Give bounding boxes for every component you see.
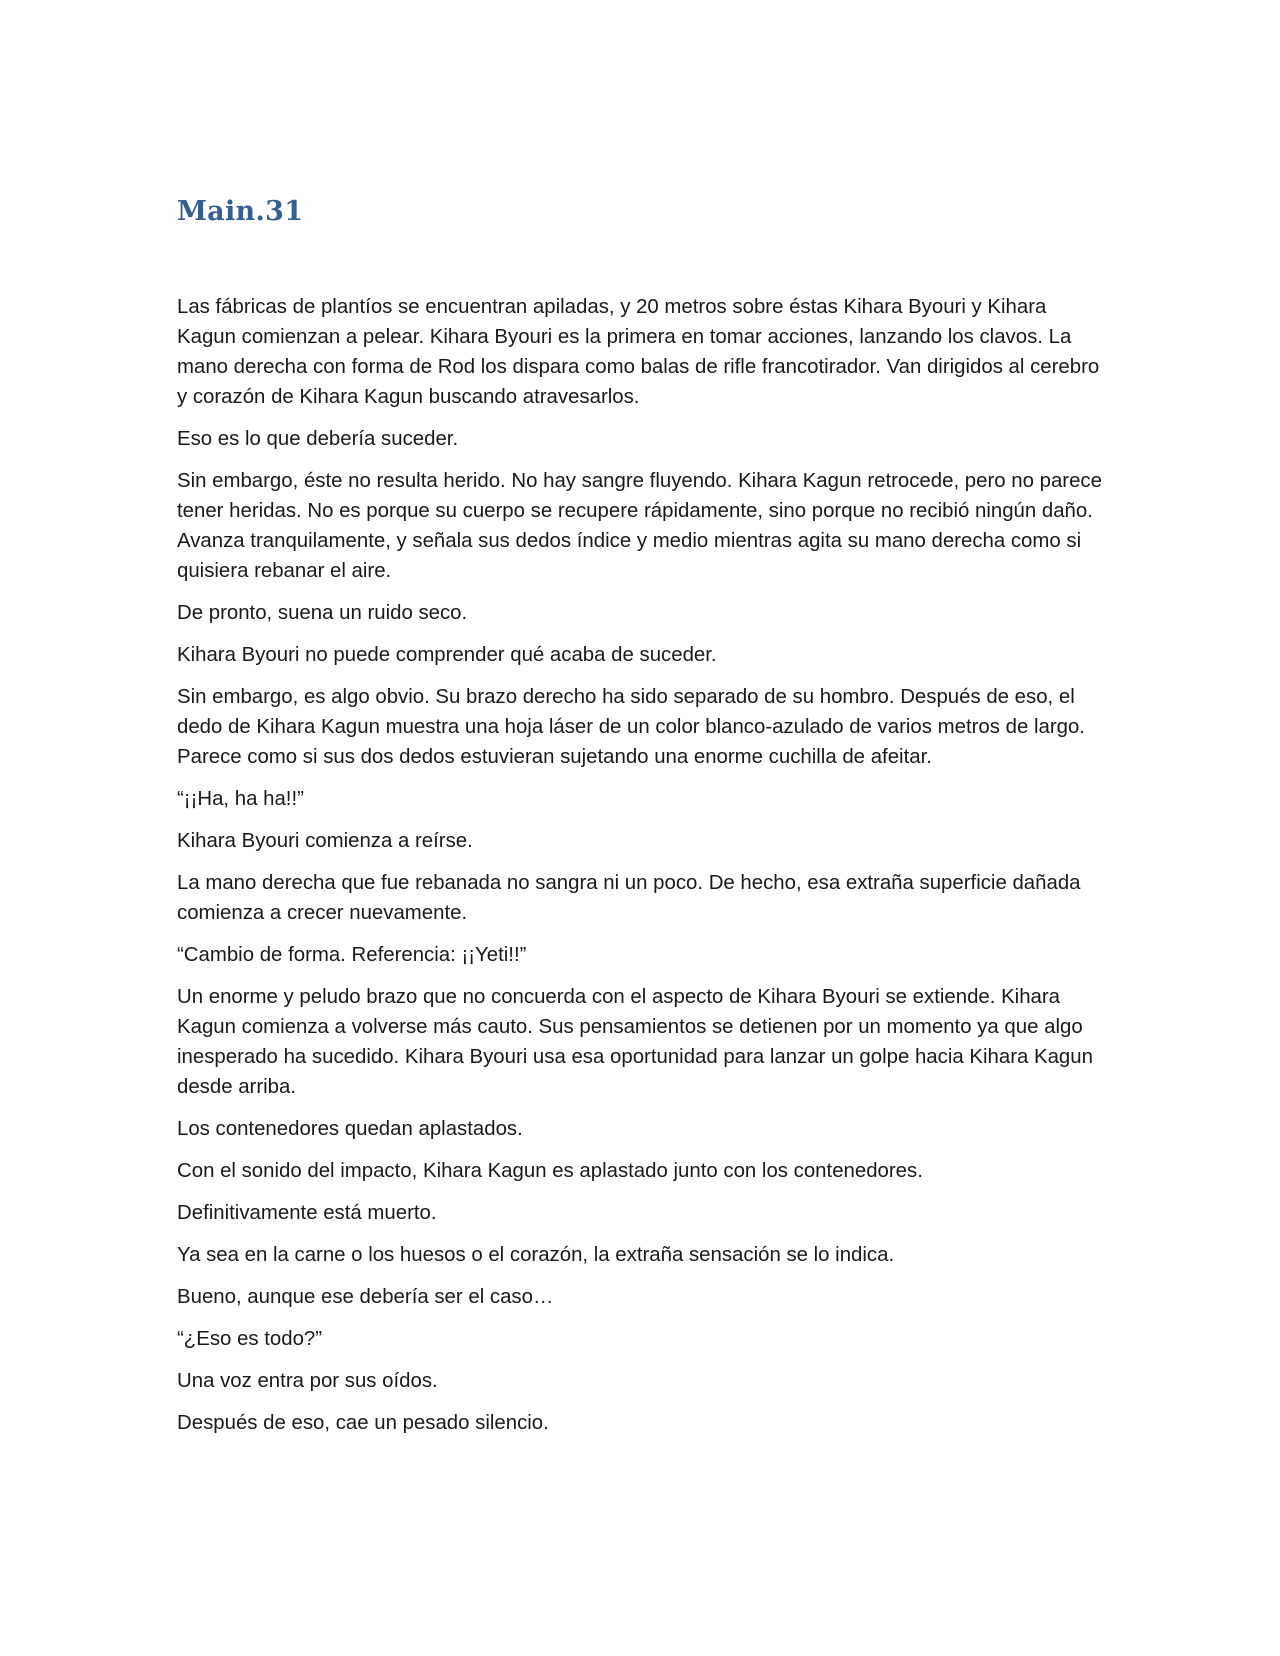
paragraph: La mano derecha que fue rebanada no sangra ni un poco. De hecho, esa extraña superficie dañada comienza a crecer nuevamente.	[177, 872, 1081, 924]
paragraph: Eso es lo que debería suceder.	[177, 428, 459, 450]
paragraph: “¿Eso es todo?”	[177, 1328, 323, 1350]
paragraph: Bueno, aunque ese debería ser el caso…	[177, 1286, 554, 1308]
paragraph: Definitivamente está muerto.	[177, 1202, 437, 1224]
paragraph: Con el sonido del impacto, Kihara Kagun es aplastado junto con los contenedores.	[177, 1160, 923, 1182]
paragraph: De pronto, suena un ruido seco.	[177, 602, 468, 624]
paragraph: Sin embargo, es algo obvio. Su brazo derecho ha sido separado de su hombro. Después de eso, el dedo de Kihara Kagun muestra una hoja láser de un color blanco-azulado de varios metros de largo. Parece como si sus dos dedos estuvieran sujetando una enorme cuchilla de afeitar.	[177, 686, 1085, 768]
paragraph: Las fábricas de plantíos se encuentran apiladas, y 20 metros sobre éstas Kihara Byouri y Kihara Kagun comienzan a pelear. Kihara Byouri es la primera en tomar acciones, lanzando los clavos. La mano derecha con forma de Rod los dispara como balas de rifle francotirador. Van dirigidos al cerebro y corazón de Kihara Kagun buscando atravesarlos.	[177, 296, 1100, 408]
paragraph: Los contenedores quedan aplastados.	[177, 1118, 523, 1140]
chapter-heading: Main.31	[177, 196, 304, 227]
paragraph: “Cambio de forma. Referencia: ¡¡Yeti!!”	[177, 944, 527, 966]
paragraph: Kihara Byouri comienza a reírse.	[177, 830, 473, 852]
paragraph: Ya sea en la carne o los huesos o el corazón, la extraña sensación se lo indica.	[177, 1244, 895, 1266]
paragraph: Después de eso, cae un pesado silencio.	[177, 1412, 549, 1434]
paragraph: Un enorme y peludo brazo que no concuerda con el aspecto de Kihara Byouri se extiende. Kihara Kagun comienza a volverse más cauto. Sus pensamientos se detienen por un momento ya que algo inesperado ha sucedido. Kihara Byouri usa esa oportunidad para lanzar un golpe hacia Kihara Kagun desde arriba.	[177, 986, 1093, 1098]
paragraph: Kihara Byouri no puede comprender qué acaba de suceder.	[177, 644, 717, 666]
paragraph: “¡¡Ha, ha ha!!”	[177, 788, 304, 810]
body-text	[177, 292, 1107, 1450]
paragraph: Una voz entra por sus oídos.	[177, 1370, 438, 1392]
paragraph: Sin embargo, éste no resulta herido. No hay sangre fluyendo. Kihara Kagun retrocede, pero no parece tener heridas. No es porque su cuerpo se recupere rápidamente, sino porque no recibió ningún daño. Avanza tranquilamente, y señala sus dedos índice y medio mientras agita su mano derecha como si quisiera rebanar el aire.	[177, 470, 1102, 582]
